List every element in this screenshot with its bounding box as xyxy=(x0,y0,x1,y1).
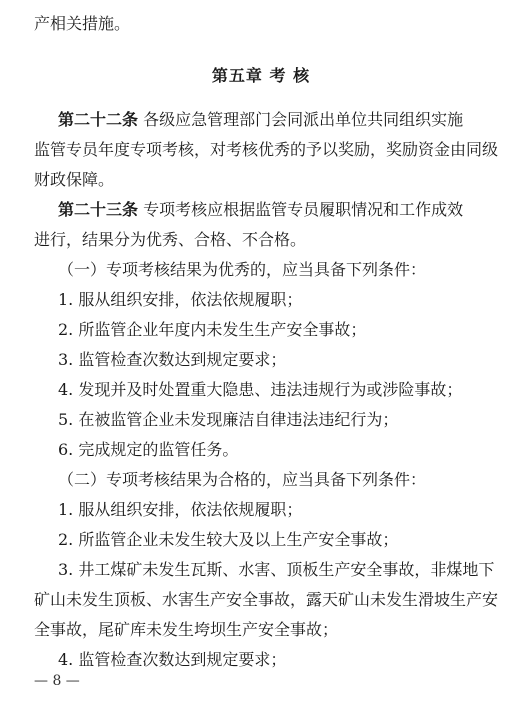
qualified-item-1: 1. 服从组织安排，依法依规履职； xyxy=(58,500,303,519)
excellent-item-2: 2. 所监管企业年度内未发生生产安全事故； xyxy=(58,320,367,339)
qualified-item-3-line-2: 矿山未发生顶板、水害生产安全事故，露天矿山未发生滑坡生产安 xyxy=(34,590,499,609)
excellent-heading: （一）专项考核结果为优秀的，应当具备下列条件： xyxy=(58,260,427,279)
chapter-title: 第五章 考 核 xyxy=(211,66,311,85)
excellent-item-6: 6. 完成规定的监管任务。 xyxy=(58,440,239,459)
qualified-item-4: 4. 监管检查次数达到规定要求； xyxy=(58,650,287,669)
article-22-text-1: 各级应急管理部门会同派出单位共同组织实施 xyxy=(138,110,464,129)
excellent-item-1: 1. 服从组织安排，依法依规履职； xyxy=(58,290,303,309)
page-number: — 8 — xyxy=(34,673,80,689)
excellent-item-5: 5. 在被监管企业未发现廉洁自律违法违纪行为； xyxy=(58,410,399,429)
article-22-line-3: 财政保障。 xyxy=(34,170,115,189)
article-23-line-2: 进行，结果分为优秀、合格、不合格。 xyxy=(34,230,307,249)
qualified-item-3-line-3: 全事故，尾矿库未发生垮坝生产安全事故； xyxy=(34,620,339,639)
article-23-label: 第二十三条 xyxy=(58,200,139,219)
excellent-item-3: 3. 监管检查次数达到规定要求； xyxy=(58,350,287,369)
qualified-item-3-line-1: 3. 井工煤矿未发生瓦斯、水害、顶板生产安全事故，非煤地下 xyxy=(58,560,495,579)
excellent-item-4: 4. 发现并及时处置重大隐患、违法违规行为或涉险事故； xyxy=(58,380,463,399)
previous-section-tail: 产相关措施。 xyxy=(34,14,131,33)
article-22-label: 第二十二条 xyxy=(58,110,139,129)
article-23-line-1 xyxy=(58,200,463,220)
article-22-line-2: 监管专员年度专项考核，对考核优秀的予以奖励，奖励资金由同级 xyxy=(34,140,499,159)
qualified-heading: （二）专项考核结果为合格的，应当具备下列条件： xyxy=(58,470,427,489)
article-22-line-1 xyxy=(58,110,463,130)
article-23-text-1: 专项考核应根据监管专员履职情况和工作成效 xyxy=(138,200,464,219)
qualified-item-2: 2. 所监管企业未发生较大及以上生产安全事故； xyxy=(58,530,399,549)
